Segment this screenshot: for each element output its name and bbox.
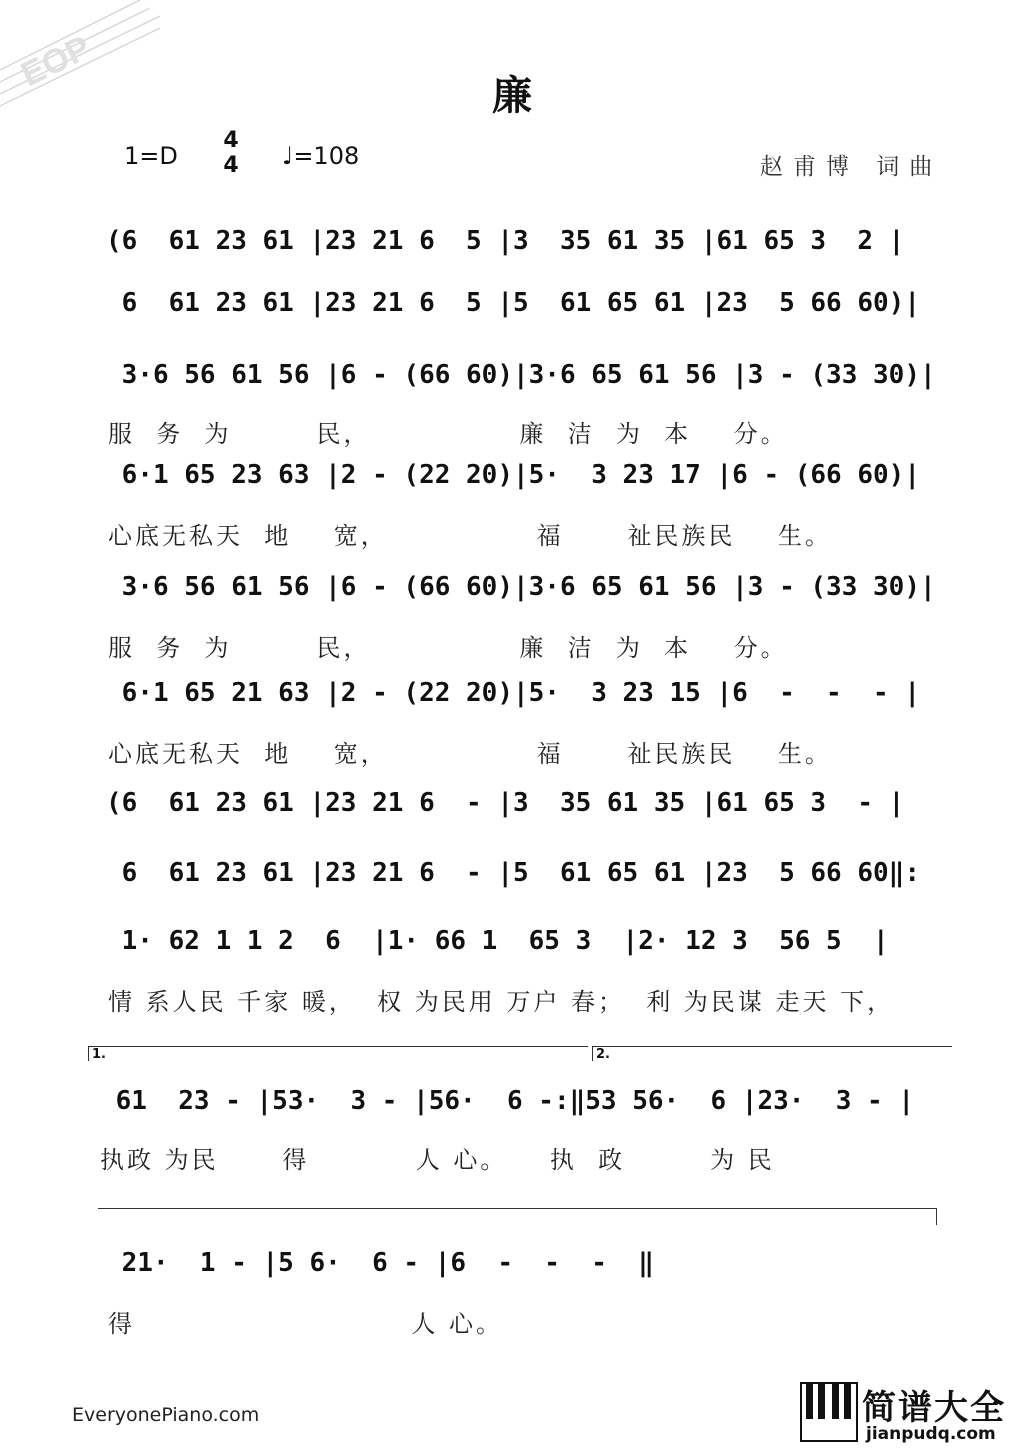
score-line-11: 21· 1 - |5 6· 6 - |6 - - - ‖ xyxy=(106,1248,654,1278)
volta-label-1: 1. xyxy=(92,1047,106,1062)
score-line-4: 6·1 65 23 63 |2 - (22 20)|5· 3 23 17 |6 - (66 60)| xyxy=(106,460,920,490)
logo-title: 简谱大全 xyxy=(862,1388,1006,1428)
volta-bracket-2 xyxy=(592,1046,952,1061)
key-signature: 1=D xyxy=(124,142,178,170)
footer-site: EveryonePiano.com xyxy=(72,1404,260,1426)
lyric-line-4: 心底无私天 地 宽， 福 祉民族民 生。 xyxy=(108,740,832,768)
score-line-5: 3·6 56 61 56 |6 - (66 60)|3·6 65 61 56 |3 - (33 30)| xyxy=(106,572,936,602)
tempo-marking: ♩=108 xyxy=(282,142,360,170)
volta-bracket-1 xyxy=(88,1046,588,1061)
page-title: 廉 xyxy=(492,73,532,119)
score-line-2: 6 61 23 61 |23 21 6 5 |5 61 65 61 |23 5 66 60)| xyxy=(106,288,920,318)
volta-label-2: 2. xyxy=(596,1047,610,1062)
time-signature-top: 4 xyxy=(223,128,239,153)
score-line-6: 6·1 65 21 63 |2 - (22 20)|5· 3 23 15 |6 - - - | xyxy=(106,678,920,708)
score-line-1: (6 61 23 61 |23 21 6 5 |3 35 61 35 |61 65 3 2 | xyxy=(106,226,905,256)
score-line-10: 61 23 - |53· 3 - |56· 6 -:‖53 56· 6 |23· 3 - | xyxy=(100,1086,914,1116)
score-line-8: 6 61 23 61 |23 21 6 - |5 61 65 61 |23 5 66 60‖: xyxy=(106,858,920,888)
svg-text:EOP: EOP xyxy=(15,28,97,95)
time-signature-bottom: 4 xyxy=(223,153,239,178)
lyric-line-7: 得 人 心。 xyxy=(108,1310,503,1338)
score-line-7: (6 61 23 61 |23 21 6 - |3 35 61 35 |61 65 3 - | xyxy=(106,788,905,818)
time-signature xyxy=(220,128,242,178)
piano-keys-icon xyxy=(800,1382,858,1442)
score-line-3: 3·6 56 61 56 |6 - (66 60)|3·6 65 61 56 |3 - (33 30)| xyxy=(106,360,936,390)
lyric-line-2: 心底无私天 地 宽， 福 祉民族民 生。 xyxy=(108,522,832,550)
composer-credit: 赵甫博 词曲 xyxy=(760,154,943,180)
lyric-line-6: 执政 为民 得 人 心。 执 政 为 民 xyxy=(100,1146,775,1174)
logo-url: jianpudq.com xyxy=(866,1424,996,1444)
jianpudq-logo xyxy=(800,1380,1024,1448)
line-bracket xyxy=(98,1208,937,1225)
score-line-9: 1· 62 1 1 2 6 |1· 66 1 65 3 |2· 12 3 56 5 | xyxy=(106,926,889,956)
lyric-line-1: 服 务 为 民， 廉 洁 为 本 分。 xyxy=(108,420,788,448)
lyric-line-5: 情 系人民 千家 暖， 权 为民用 万户 春； 利 为民谋 走天 下， xyxy=(108,988,895,1016)
lyric-line-3: 服 务 为 民， 廉 洁 为 本 分。 xyxy=(108,634,788,662)
